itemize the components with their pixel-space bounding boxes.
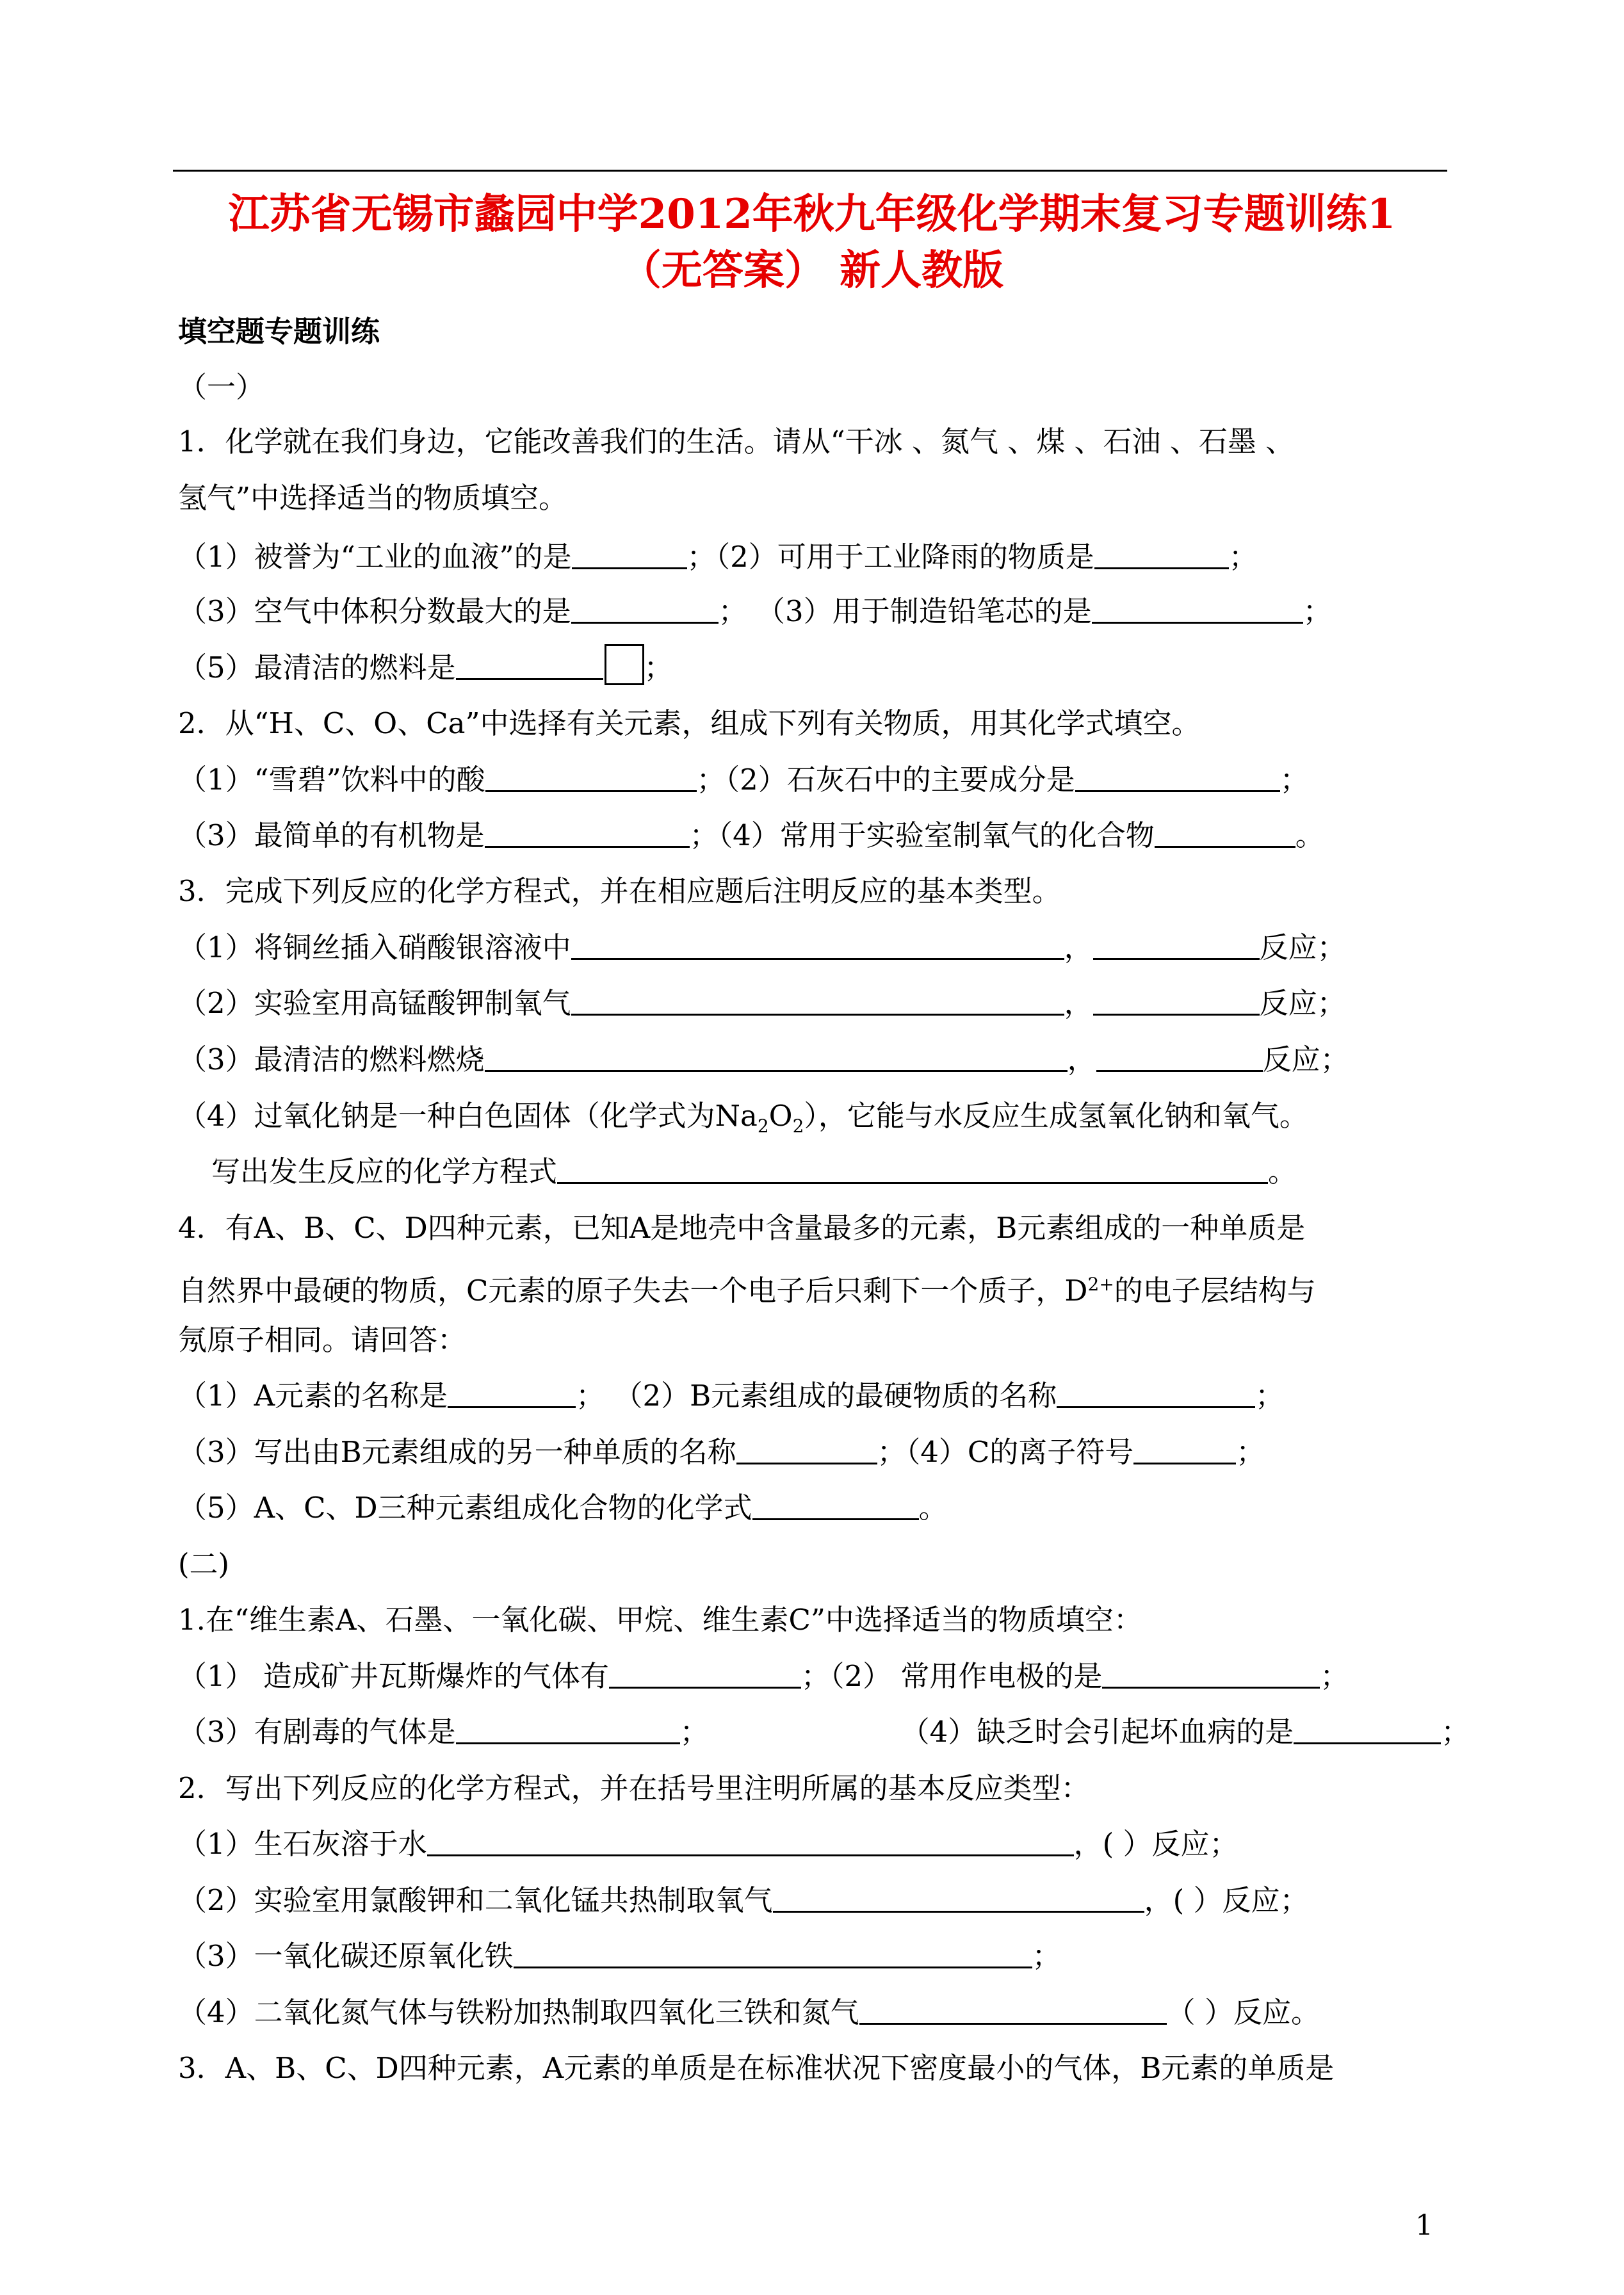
p1-q1-line1: 1．化学就在我们身边，它能改善我们的生活。请从“干冰 、氮气 、煤 、石油 、石墨 、 <box>178 425 1295 458</box>
p1-q2-row1: （1）“雪碧”饮料中的酸 ；（2）石灰石中的主要成分是 ； <box>178 754 1309 806</box>
p1-q3-row5: 写出发生反应的化学方程式 。 <box>211 1146 1297 1197</box>
header-rule <box>173 170 1447 172</box>
answer-box[interactable] <box>605 644 644 685</box>
p1-q1-row2: （3）空气中体积分数最大的是 ； （3）用于制造铅笔芯的是 ； <box>178 586 1332 637</box>
answer-blank[interactable] <box>448 1377 576 1408</box>
answer-blank[interactable] <box>456 649 603 680</box>
p2-q2-row1: （1）生石灰溶于水 ，( ）反应； <box>178 1819 1238 1870</box>
p1-q2-line1: 2．从“H、C、O、Ca”中选择有关元素，组成下列有关物质，用其化学式填空。 <box>178 706 1201 740</box>
answer-blank[interactable] <box>572 538 687 569</box>
p1-q1-row1: （1）被誉为“工业的血液”的是 ；（2）可用于工业降雨的物质是 ； <box>178 531 1258 583</box>
answer-blank[interactable] <box>1102 1657 1320 1689</box>
p2-q2-row3: （3）一氧化碳还原氧化铁 ； <box>178 1931 1061 1982</box>
part1-label: （一） <box>178 370 265 404</box>
answer-blank[interactable] <box>736 1433 877 1464</box>
answer-blank[interactable] <box>1093 984 1260 1016</box>
section-heading: 填空题专题训练 <box>178 314 380 348</box>
p2-q3-line1: 3．A、B、C、D四种元素，A元素的单质是在标准状况下密度最小的气体，B元素的单质是 <box>178 2051 1335 2085</box>
p1-q2-row2: （3）最简单的有机物是 ；（4）常用于实验室制氧气的化合物 。 <box>178 810 1324 861</box>
answer-blank[interactable] <box>571 929 1064 960</box>
p1-q3-row4: （4）过氧化钠是一种白色固体（化学式为$Na_2O_2$），它能与水反应生成氢氧化钠和氧气。 <box>178 1099 1308 1137</box>
p1-q3-line1: 3．完成下列反应的化学方程式，并在相应题后注明反应的基本类型。 <box>178 874 1061 908</box>
answer-blank[interactable] <box>485 1041 1068 1072</box>
answer-blank[interactable] <box>1057 1377 1255 1408</box>
answer-blank[interactable] <box>1294 1713 1441 1744</box>
p1-q1-row3: （5）最清洁的燃料是 ； <box>178 642 673 693</box>
p1-q3-row1: （1）将铜丝插入硝酸银溶液中 ， 反应； <box>178 922 1346 973</box>
answer-blank[interactable] <box>456 1713 680 1744</box>
answer-blank[interactable] <box>485 761 697 792</box>
p2-q1-row1: （1） 造成矿井瓦斯爆炸的气体有 ；（2） 常用作电极的是 ； <box>178 1651 1349 1702</box>
p2-q2-row2: （2）实验室用氯酸钾和二氧化锰共热制取氧气 ，( ）反应； <box>178 1875 1309 1926</box>
p2-q1-row2: （3）有剧毒的气体是 ； （4）缺乏时会引起坏血病的是 ； <box>178 1707 1470 1758</box>
p1-q3-row3: （3）最清洁的燃料燃烧 ， 反应； <box>178 1034 1349 1085</box>
answer-blank[interactable] <box>1075 761 1280 792</box>
answer-blank[interactable] <box>859 1993 1167 2025</box>
answer-blank[interactable] <box>1094 538 1229 569</box>
p1-q4-line2: 自然界中最硬的物质，C元素的原子失去一个电子后只剩下一个质子，$D^{2+}$的电子层结构与 <box>178 1274 1316 1308</box>
page-number: 1 <box>1415 2209 1433 2242</box>
answer-blank[interactable] <box>1155 816 1295 848</box>
part2-label: (二) <box>178 1547 230 1581</box>
answer-blank[interactable] <box>485 816 690 848</box>
answer-blank[interactable] <box>1092 592 1303 624</box>
p1-q4-row2: （3）写出由B元素组成的另一种单质的名称 ；（4）C的离子符号 ； <box>178 1427 1265 1478</box>
answer-blank[interactable] <box>773 1881 1144 1913</box>
answer-blank[interactable] <box>571 984 1064 1016</box>
p1-q4-line1: 4．有A、B、C、D四种元素，已知A是地壳中含量最多的元素，B元素组成的一种单质是 <box>178 1211 1306 1245</box>
p2-q2-line1: 2．写出下列反应的化学方程式，并在括号里注明所属的基本反应类型： <box>178 1771 1090 1805</box>
p1-q4-row3: （5）A、C、D三种元素组成化合物的化学式 。 <box>178 1482 948 1534</box>
answer-blank[interactable] <box>609 1657 801 1689</box>
answer-blank[interactable] <box>427 1825 1074 1856</box>
answer-blank[interactable] <box>752 1489 919 1520</box>
answer-blank[interactable] <box>571 592 719 624</box>
answer-blank[interactable] <box>514 1937 1032 1968</box>
p2-q2-row4: （4）二氧化氮气体与铁粉加热制取四氧化三铁和氮气 （ ）反应。 <box>178 1987 1320 2038</box>
answer-blank[interactable] <box>1133 1433 1236 1464</box>
document-title-line1: 江苏省无锡市蠡园中学2012年秋九年级化学期末复习专题训练1 <box>228 190 1396 238</box>
answer-blank[interactable] <box>1096 1041 1263 1072</box>
p1-q4-row1: （1）A元素的名称是 ； （2）B元素组成的最硬物质的名称 ； <box>178 1370 1284 1422</box>
p1-q3-row2: （2）实验室用高锰酸钾制氧气 ， 反应； <box>178 978 1346 1029</box>
p2-q1-line1: 1.在“维生素A、石墨、一氧化碳、甲烷、维生素C”中选择适当的物质填空： <box>178 1603 1142 1637</box>
answer-blank[interactable] <box>1093 929 1260 960</box>
answer-blank[interactable] <box>557 1153 1268 1184</box>
p1-q1-line2: 氢气”中选择适当的物质填空。 <box>178 481 568 515</box>
document-title-line2: （无答案） 新人教版 <box>620 247 1004 295</box>
p1-q4-line3: 氖原子相同。请回答： <box>178 1323 467 1357</box>
